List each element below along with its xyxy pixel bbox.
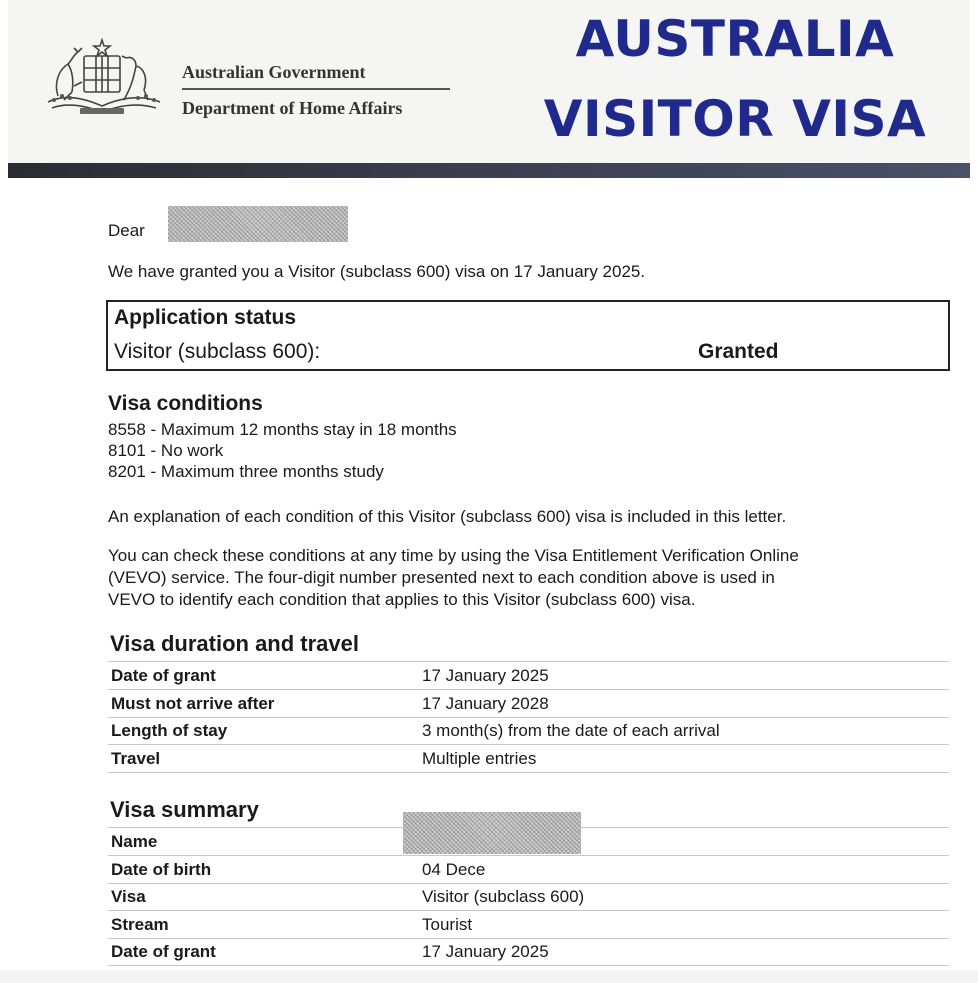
row-value: 3 month(s) from the date of each arrival <box>422 721 720 740</box>
vevo-paragraph-line: You can check these conditions at any time by using the Visa Entitlement Verification Online <box>108 546 799 565</box>
visa-summary-heading: Visa summary <box>110 797 259 822</box>
visa-conditions-heading: Visa conditions <box>108 392 263 415</box>
row-value: 17 January 2025 <box>422 942 549 961</box>
letterhead-divider <box>182 88 450 90</box>
grant-sentence: We have granted you a Visitor (subclass 600) visa on 17 January 2025. <box>108 262 646 281</box>
page-bottom-edge <box>0 970 978 983</box>
application-status-heading: Application status <box>114 306 297 329</box>
vevo-paragraph-line: VEVO to identify each condition that applies to this Visitor (subclass 600) visa. <box>108 590 696 609</box>
application-status-value: Granted <box>698 340 779 363</box>
coat-of-arms-icon <box>44 36 164 118</box>
table-row <box>108 883 949 911</box>
condition-item: 8558 - Maximum 12 months stay in 18 months <box>108 420 457 439</box>
visa-duration-heading: Visa duration and travel <box>110 631 360 656</box>
table-row <box>108 662 949 690</box>
header-band <box>8 163 970 178</box>
row-label: Name <box>111 832 158 851</box>
table-row <box>108 938 949 966</box>
table-row <box>108 690 949 718</box>
application-status-box <box>106 300 950 371</box>
row-value: 04 Dece <box>422 860 486 879</box>
row-value: Tourist <box>422 915 473 934</box>
title-line-2: VISITOR VISA <box>543 90 927 148</box>
department-name: Department of Home Affairs <box>182 98 403 118</box>
row-label: Travel <box>111 749 161 768</box>
vevo-paragraph-line: (VEVO) service. The four-digit number presented next to each condition above is used in <box>108 568 775 587</box>
conditions-explanation: An explanation of each condition of this Visitor (subclass 600) visa is included in this letter. <box>108 507 787 526</box>
row-label: Length of stay <box>111 721 228 740</box>
table-row <box>108 856 949 884</box>
redacted-applicant-name <box>403 812 581 854</box>
redacted-recipient-name <box>168 206 348 242</box>
row-value: 17 January 2028 <box>422 694 549 713</box>
table-row <box>108 717 949 745</box>
condition-item: 8201 - Maximum three months study <box>108 462 384 481</box>
government-name: Australian Government <box>182 62 366 82</box>
salutation: Dear <box>108 221 145 240</box>
row-value: Visitor (subclass 600) <box>422 887 585 906</box>
row-label: Visa <box>111 887 146 906</box>
row-label: Date of grant <box>111 666 216 685</box>
title-line-1: AUSTRALIA <box>575 10 895 68</box>
row-value: 17 January 2025 <box>422 666 549 685</box>
table-row <box>108 745 949 773</box>
row-label: Date of grant <box>111 942 216 961</box>
condition-item: 8101 - No work <box>108 441 224 460</box>
row-label: Date of birth <box>111 860 212 879</box>
row-label: Stream <box>111 915 169 934</box>
application-status-label: Visitor (subclass 600): <box>114 340 321 363</box>
table-row <box>108 911 949 939</box>
row-label: Must not arrive after <box>111 694 275 713</box>
row-value: Multiple entries <box>422 749 537 768</box>
